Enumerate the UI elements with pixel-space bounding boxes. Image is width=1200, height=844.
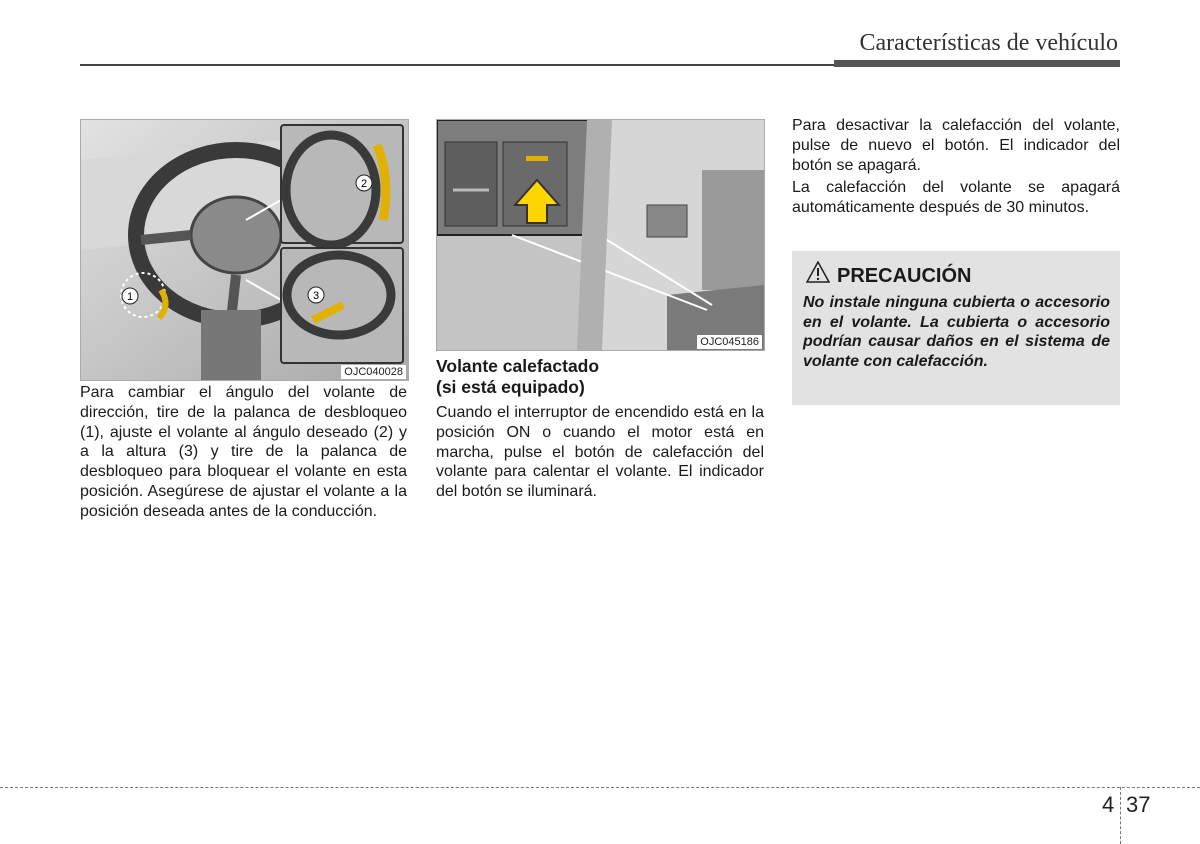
- section-heading: [436, 356, 766, 398]
- section-heading-line2: (si está equipado): [436, 377, 585, 397]
- auto-off-paragraph: La calefacción del volante se apagará automáticamente después de 30 minutos.: [792, 179, 1120, 216]
- caution-title: PRECAUCIÓN: [837, 265, 972, 287]
- figure-code: OJC045186: [697, 335, 762, 349]
- caution-box: [792, 251, 1120, 405]
- caution-text: No instale ninguna cubierta o accesorio en el volante. La cubierta o accesorio podrían causar daños en el sistema de volante con calefacción.: [803, 294, 1110, 370]
- footer-page-divider: [1120, 787, 1121, 844]
- header-title: Características de vehículo: [859, 30, 1118, 56]
- header-rule: [80, 64, 840, 66]
- svg-text:3: 3: [312, 290, 320, 302]
- deactivate-paragraph: Para desactivar la calefacción del volante, pulse de nuevo el botón. El indicador del botón se apagará.: [792, 117, 1120, 174]
- footer-dashed-rule: [0, 787, 1200, 788]
- page-number: 37: [1126, 792, 1151, 817]
- svg-text:1: 1: [126, 291, 134, 303]
- section-heading-line1: Volante calefactado: [436, 356, 600, 376]
- heated-button-illustration: [437, 120, 764, 350]
- heated-paragraph: Cuando el interruptor de encendido está en la posición ON o cuando el motor está en marcha, pulse el botón de calefacción del volante para calentar el volante. El indicador del botón se iluminará.: [436, 404, 764, 501]
- chapter-number: 4: [1102, 792, 1115, 817]
- figure-code: OJC040028: [341, 365, 406, 379]
- adjust-paragraph: Para cambiar el ángulo del volante de dirección, tire de la palanca de desbloqueo (1), ajuste el volante al ángulo deseado (2) y a la altura (3) y tire de la palanca de desbloqueo para bloquear el volante en esta posición. Asegúrese de ajustar el volante a la posición deseada antes de la conducción.: [80, 384, 407, 520]
- figure-heated-button: [436, 119, 765, 351]
- figure-steering-adjust: [80, 119, 409, 381]
- warning-triangle-icon: [806, 261, 830, 283]
- steering-adjust-illustration: [81, 120, 408, 380]
- svg-text:2: 2: [360, 178, 368, 190]
- header-rule-accent: [834, 60, 1120, 67]
